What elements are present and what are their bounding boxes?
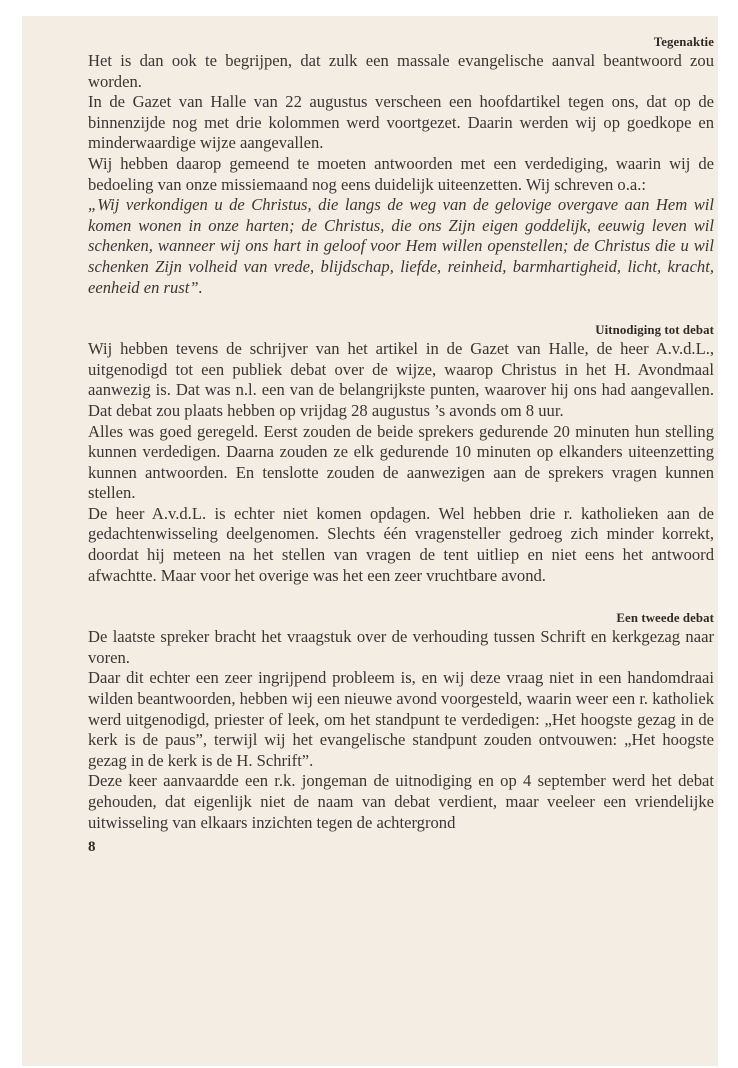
paragraph: Deze keer aanvaardde een r.k. jongeman de uitnodiging en op 4 september werd het debat gehouden, dat eigenlijk niet de naam van debat verdient, maar veeleer een vriendelijke uitwisseling van elkaars inzichten tegen de achtergrond: [88, 771, 714, 832]
page-number: 8: [88, 839, 96, 856]
section-heading-tweede-debat: Een tweede debat: [616, 611, 714, 626]
paragraph: Daar dit echter een zeer ingrijpend probleem is, en wij deze vraag niet in een handomdraai wilden beantwoorden, hebben wij een nieuwe avond voorgesteld, waarin weer een r. katholiek werd uitgenodigd, priester of leek, om het standpunt te verdedigen: „Het hoogste gezag in de kerk is de paus”, terwijl wij het evangelische standpunt zouden ontvouwen: „Het hoogste gezag in de kerk is de H. Schrift”.: [88, 668, 714, 770]
page-content: [88, 34, 714, 858]
section-heading-uitnodiging: Uitnodiging tot debat: [595, 323, 714, 338]
paragraph: Wij hebben daarop gemeend te moeten antwoorden met een verdediging, waarin wij de bedoeling van onze missiemaand nog eens duidelijk uiteenzetten. Wij schreven o.a.:: [88, 153, 714, 194]
paragraph: Alles was goed geregeld. Eerst zouden de beide sprekers gedurende 20 minuten hun stelling kunnen verdedigen. Daarna zouden ze elk gedurende 10 minuten op elkanders uiteenzetting kunnen antwoorden. En tenslotte zouden de aanwezigen aan de sprekers vragen kunnen stellen.: [88, 421, 714, 503]
section-heading-tegenaktie: Tegenaktie: [653, 35, 714, 49]
book-page: [22, 16, 718, 1066]
paragraph: Het is dan ook te begrijpen, dat zulk een massale evangelische aanval beantwoord zou worden.: [88, 51, 714, 91]
paragraph: Wij hebben tevens de schrijver van het artikel in de Gazet van Halle, de heer A.v.d.L., uitgenodigd tot een publiek debat over de wijze, waarop Christus in het H. Avondmaal aanwezig is. Dat was n.l. een van de belangrijkste punten, waarover hij ons had aangevallen. Dat debat zou plaats hebben op vrijdag 28 augustus ’s avonds om 8 uur.: [88, 339, 714, 420]
paragraph: In de Gazet van Halle van 22 augustus verscheen een hoofdartikel tegen ons, dat op de binnenzijde nog met drie kolommen werd voortgezet. Daarin werden wij op goedkope en minderwaardige wijze aangevallen.: [88, 92, 714, 153]
paragraph: De heer A.v.d.L. is echter niet komen opdagen. Wel hebben drie r. katholieken aan de gedachtenwisseling deelgenomen. Slechts één vragensteller gedroeg zich minder korrekt, doordat hij meteen na het stellen van vragen de tent uitliep en niet eens het antwoord afwachtte. Maar voor het overige was het een zeer vruchtbare avond.: [88, 503, 714, 585]
paragraph: De laatste spreker bracht het vraagstuk over de verhouding tussen Schrift en kerkgezag naar voren.: [88, 627, 714, 667]
quoted-passage: „Wij verkondigen u de Christus, die langs de weg van de gelovige overgave aan Hem wil komen wonen in onze harten; de Christus, die ons Zijn eigen goddelijk, eeuwig leven wil schenken, wanneer wij ons hart in geloof voor Hem willen openstellen; de Christus die u wil schenken Zijn volheid van vrede, blijdschap, liefde, reinheid, barmhartigheid, licht, kracht, eenheid en rust”.: [88, 195, 714, 297]
